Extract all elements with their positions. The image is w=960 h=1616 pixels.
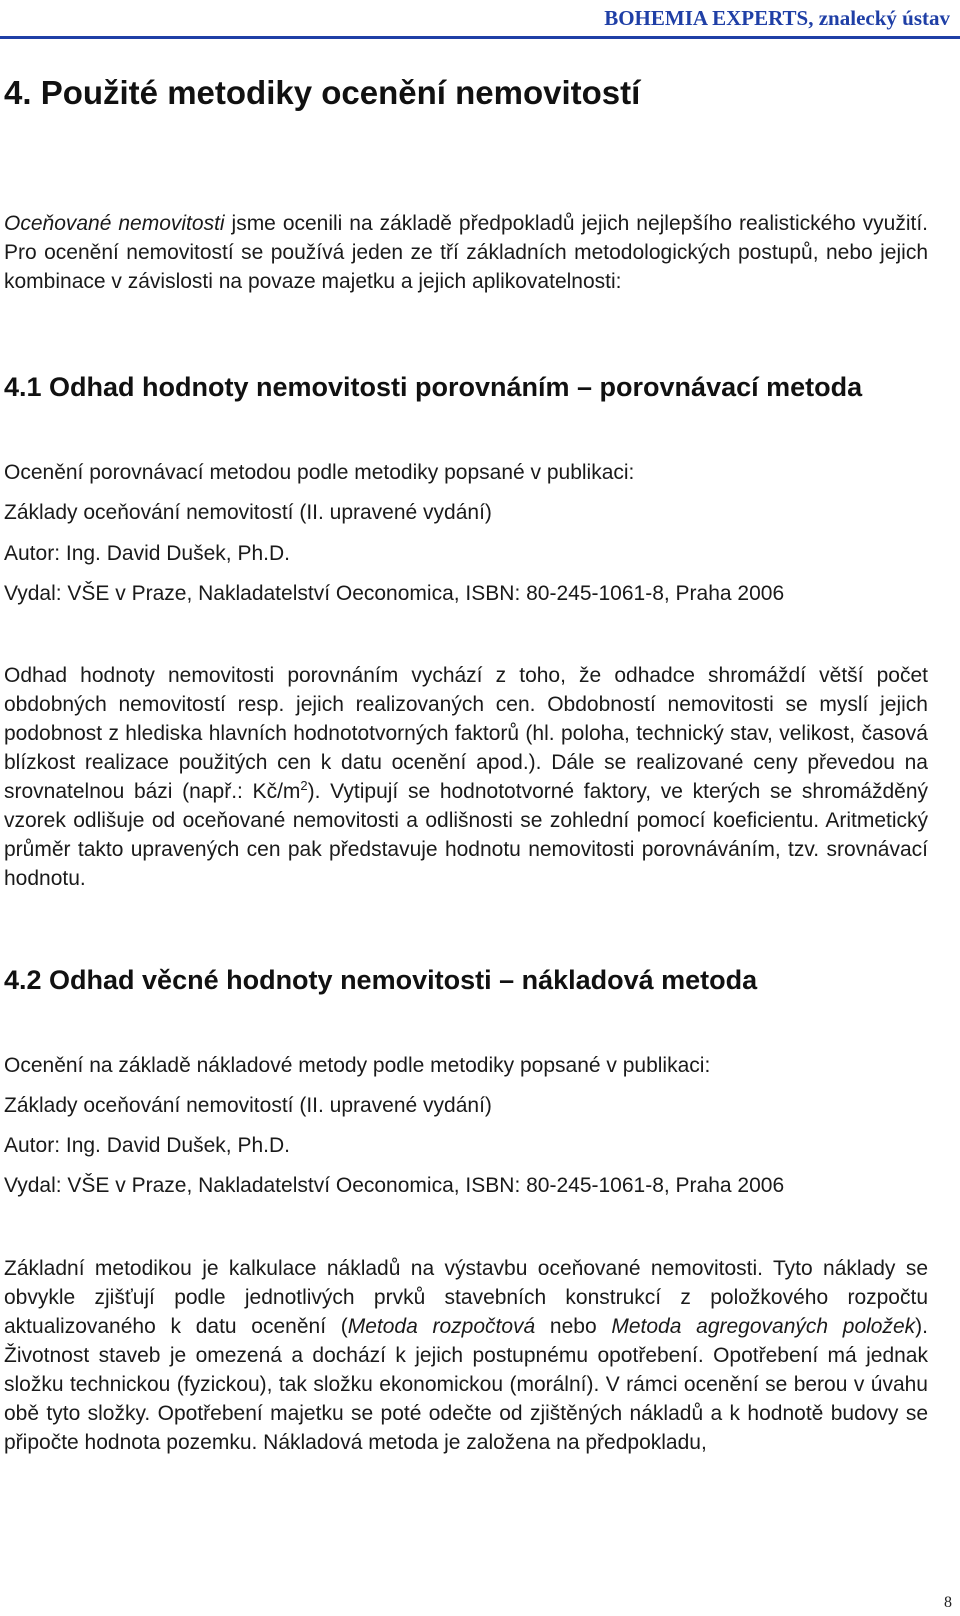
section-4-1-heading: 4.1 Odhad hodnoty nemovitosti porovnáním – porovnávací metoda	[4, 372, 863, 402]
s42-italic-2: Metoda agregovaných položek	[611, 1315, 916, 1338]
page-header	[0, 0, 960, 40]
s41-body-a: Odhad hodnoty nemovitosti porovnáním vychází z toho, že odhadce shromáždí větší počet obdobných nemovitostí resp. jejich realizovaných cen. Obdobností nemovitosti se myslí jejich podobnost z hlediska hlavních hodnototvorných faktorů (hl. poloha, technický stav, velikost, časová blízkost realizace použitých cen k datu ocenění apod.). Dále se realizované ceny převedou na srovnatelnou bázi (např.: Kč/m	[4, 664, 928, 803]
section-4-heading: 4. Použité metodiky ocenění nemovitostí	[4, 74, 641, 111]
s42-ref-line-3: Autor: Ing. David Dušek, Ph.D.	[4, 1134, 290, 1157]
s42-body	[4, 1254, 928, 1457]
s41-ref-line-2: Základy oceňování nemovitostí (II. upravené vydání)	[4, 501, 492, 524]
s41-body	[4, 661, 928, 893]
s41-body-b: ). Vytipují se hodnototvorné faktory, ve kterých se shromážděný vzorek odlišuje od oceňované nemovitosti a odlišnosti se zohlední pomocí koeficientu. Aritmetický průměr takto upravených cen pak představuje hodnotu nemovitosti porovnáváním, tzv. srovnávací hodnotu.	[4, 780, 928, 890]
s42-ref-line-2: Základy oceňování nemovitostí (II. upravené vydání)	[4, 1094, 492, 1117]
s41-ref-line-3: Autor: Ing. David Dušek, Ph.D.	[4, 542, 290, 565]
header-title: BOHEMIA EXPERTS, znalecký ústav	[604, 6, 950, 30]
s42-body-c: ). Životnost staveb je omezená a dochází k jejich postupnému opotřebení. Opotřebení má jednak složku technickou (fyzickou), tak složku ekonomickou (morální). V rámci ocenění se berou v úvahu obě tyto složky. Opotřebení majetku se poté odečte od zjištěných nákladů a k hodnotě budovy se připočte hodnota pozemku. Nákladová metoda je založena na předpokladu,	[4, 1315, 928, 1454]
header-rule	[0, 36, 960, 39]
s42-body-b: nebo	[535, 1315, 612, 1338]
s42-ref-line-1: Ocenění na základě nákladové metody podle metodiky popsané v publikaci:	[4, 1054, 711, 1077]
s42-italic-1: Metoda rozpočtová	[347, 1315, 536, 1338]
s42-ref-line-4: Vydal: VŠE v Praze, Nakladatelství Oeconomica, ISBN: 80-245-1061-8, Praha 2006	[4, 1174, 785, 1197]
intro-italic: Oceňované nemovitosti	[4, 212, 225, 235]
section-4-2-heading: 4.2 Odhad věcné hodnoty nemovitosti – nákladová metoda	[4, 965, 758, 995]
s42-body-a: Základní metodikou je kalkulace nákladů na výstavbu oceňované nemovitosti. Tyto náklady se obvykle zjišťují podle jednotlivých prvků stavebních konstrukcí z položkového rozpočtu aktualizovaného k datu ocenění (	[4, 1257, 928, 1338]
s41-body-sup: 2	[300, 778, 308, 793]
intro-text: jsme ocenili na základě předpokladů jejich nejlepšího realistického využití. Pro ocenění nemovitostí se používá jeden ze tří základních metodologických postupů, nebo jejich kombinace v závislosti na povaze majetku a jejich aplikovatelnosti:	[4, 212, 928, 293]
section-4-intro	[4, 209, 928, 296]
s41-ref-line-1: Ocenění porovnávací metodou podle metodiky popsané v publikaci:	[4, 461, 635, 484]
s41-ref-line-4: Vydal: VŠE v Praze, Nakladatelství Oeconomica, ISBN: 80-245-1061-8, Praha 2006	[4, 582, 785, 605]
page-number: 8	[944, 1594, 952, 1611]
